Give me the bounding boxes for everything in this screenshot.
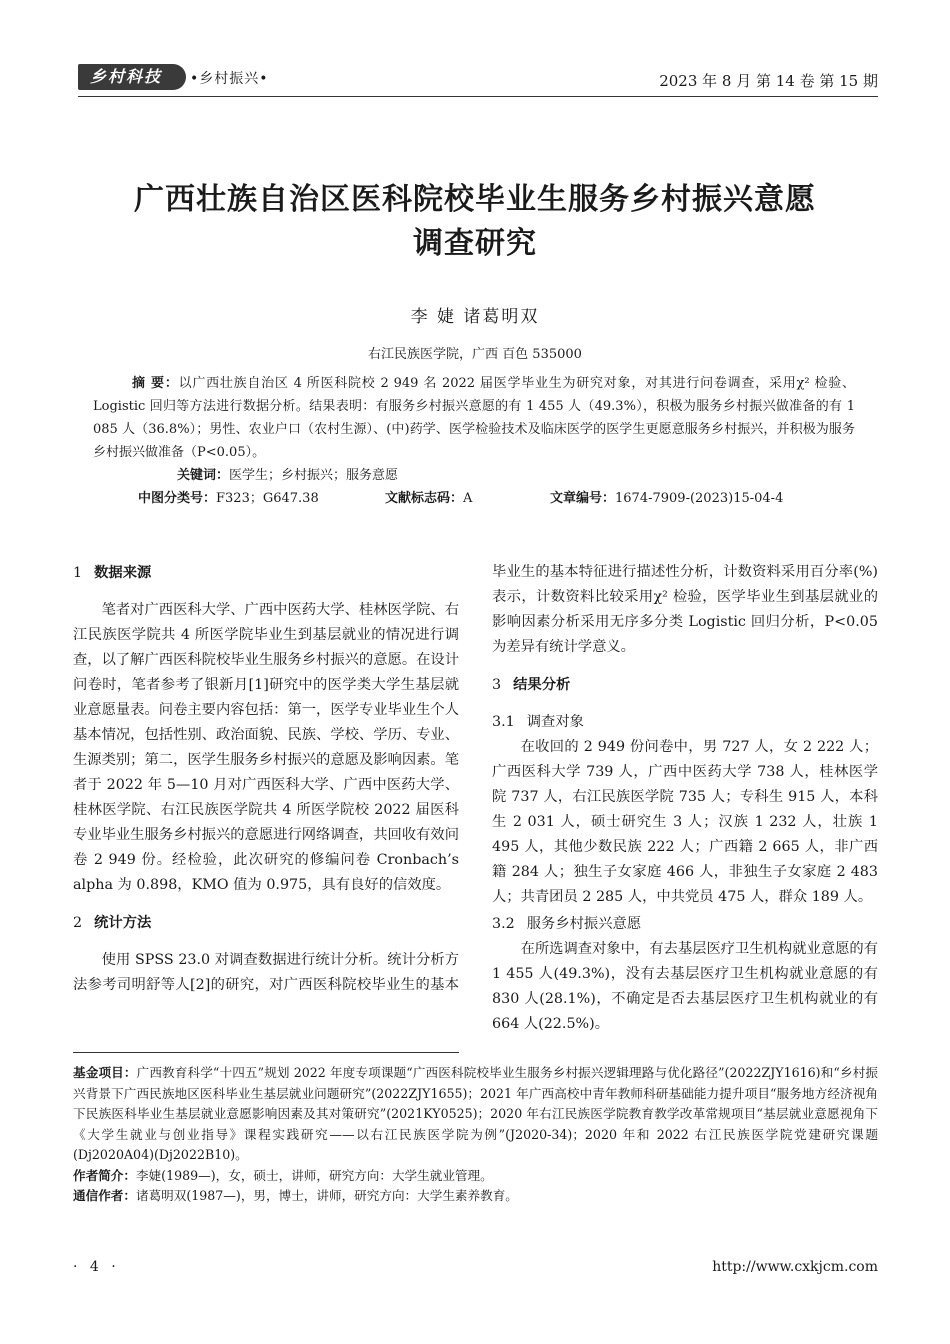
clc-number: 中图分类号：F323；G647.38	[138, 491, 319, 506]
left-column	[73, 560, 459, 1010]
abstract-label: 摘 要：	[132, 376, 179, 391]
abstract-block	[93, 372, 855, 509]
section-heading: 3 结果分析	[492, 677, 571, 693]
issue-info: 2023 年 8 月 第 14 卷 第 15 期	[659, 72, 878, 90]
page-header	[78, 62, 878, 97]
article-number: 文章编号：1674-7909-(2023)15-04-4	[550, 491, 784, 506]
fund-note: 基金项目：广西教育科学“十四五”规划 2022 年度专项课题“广西医科院校毕业生服务乡村振兴逻辑理路与优化路径”(2022ZJY1616)和“乡村振兴背景下广西民族地区医科毕业生基层就业问题研究”(2022ZJY1655)；2021 年广西高校中青年教师科研基础能力提升项目“服务地方经济视角下民族医科毕业生基层就业意愿影响因素及其对策研究”(2021KY0525)；2020 年右江民族医学院教育教学改革常规项目“基层就业意愿视角下《大学生就业与创业指导》课程实践研究——以右江民族医学院为例”(J2020-34)；2020 年和 2022 右江民族医学院党建研究课题(Dj2020A04)(Dj2022B10)。	[73, 1065, 879, 1162]
authors: 李 婕 诸葛明双	[410, 307, 540, 327]
subsection-heading: 3.1 调查对象	[492, 714, 584, 730]
title-line-1: 广西壮族自治区医科院校毕业生服务乡村振兴意愿	[134, 182, 816, 217]
footnotes	[73, 1063, 878, 1207]
document-code: 文献标志码：A	[385, 491, 473, 506]
paragraph: 使用 SPSS 23.0 对调查数据进行统计分析。统计分析方法参考司明舒等人[2]的研究，对广西医科院校毕业生的基本	[73, 952, 459, 993]
section-heading: 2 统计方法	[73, 915, 152, 931]
corresponding-note: 通信作者：诸葛明双(1987—)，男，博士，讲师，研究方向：大学生素养教育。	[73, 1188, 518, 1203]
paragraph: 笔者对广西医科大学、广西中医药大学、桂林医学院、右江民族医学院共 4 所医学院毕业生到基层就业的情况进行调查，以了解广西医科院校毕业生服务乡村振兴的意愿。在设计问卷时，笔者参考了银新月[1]研究中的医学类大学生基层就业意愿量表。问卷主要内容包括：第一，医学专业毕业生个人基本情况，包括性别、政治面貌、民族、学校、学历、专业、生源类别；第二，医学生服务乡村振兴的意愿及影响因素。笔者于 2022 年 5—10 月对广西医科大学、广西中医药大学、桂林医学院、右江民族医学院共 4 所医学院校 2022 届医科专业毕业生服务乡村振兴的意愿进行网络调查，共回收有效问卷 2 949 份。经检验，此次研究的修编问卷 Cronbach’s alpha 为 0.898，KMO 值为 0.975，具有良好的信效度。	[73, 602, 460, 893]
paragraph: 在所选调查对象中，有去基层医疗卫生机构就业意愿的有 1 455 人(49.3%)，没有去基层医疗卫生机构就业意愿的有 830 人(28.1%)，不确定是否去基层医疗卫生机构就业的有 664 人(22.5%)。	[492, 941, 879, 1032]
paragraph: 在收回的 2 949 份问卷中，男 727 人，女 2 222 人；广西医科大学 739 人，广西中医药大学 738 人，桂林医学院 737 人，右江民族医学院 735 人；专科生 915 人，本科生 2 031 人，硕士研究生 3 人；汉族 1 232 人，壮族 1 495 人，其他少数民族 222 人；广西籍 2 665 人，非广西籍 284 人；独生子女家庭 466 人，非独生子女家庭 2 483 人；共青团员 2 285 人，中共党员 475 人，群众 189 人。	[492, 739, 878, 905]
affiliation: 右江民族医学院，广西 百色 535000	[368, 347, 582, 362]
author-note: 作者简介：李婕(1989—)，女，硕士，讲师，研究方向：大学生就业管理。	[73, 1167, 493, 1183]
section-name: •乡村振兴•	[190, 71, 269, 87]
keywords-text: 医学生；乡村振兴；服务意愿	[229, 468, 399, 483]
abstract-text: 以广西壮族自治区 4 所医科院校 2 949 名 2022 届医学毕业生为研究对象，对其进行问卷调查，采用χ² 检验、Logistic 回归等方法进行数据分析。结果表明：有服务乡村振兴意愿的有 1 455 人（49.3%），积极为服务乡村振兴做准备的有 1 085 人（36.8%）；男性、农业户口（农村生源）、(中)药学、医学检验技术及临床医学的医学生更愿意服务乡村振兴，并积极为服务乡村振兴做准备（P<0.05）。	[93, 376, 855, 460]
section-heading: 1 数据来源	[73, 565, 152, 581]
page-number: · 4 ·	[73, 1259, 120, 1275]
journal-logo: 乡村科技	[78, 64, 186, 90]
footnote-divider	[73, 1052, 459, 1053]
article-title	[60, 178, 890, 266]
journal-url[interactable]: http://www.cxkjcm.com	[712, 1259, 878, 1275]
keywords-label: 关键词：	[177, 468, 230, 483]
title-line-2: 调查研究	[413, 226, 537, 261]
right-column	[492, 560, 878, 1049]
paragraph-continued: 毕业生的基本特征进行描述性分析，计数资料采用百分率(%)表示，计数资料比较采用χ² 检验，医学毕业生到基层就业的影响因素分析采用无序多分类 Logistic 回归分析，P<0.05 为差异有统计学意义。	[492, 564, 878, 655]
abstract	[93, 372, 855, 464]
classification-row	[93, 487, 855, 509]
keywords	[93, 464, 855, 487]
subsection-heading: 3.2 服务乡村振兴意愿	[492, 916, 642, 932]
